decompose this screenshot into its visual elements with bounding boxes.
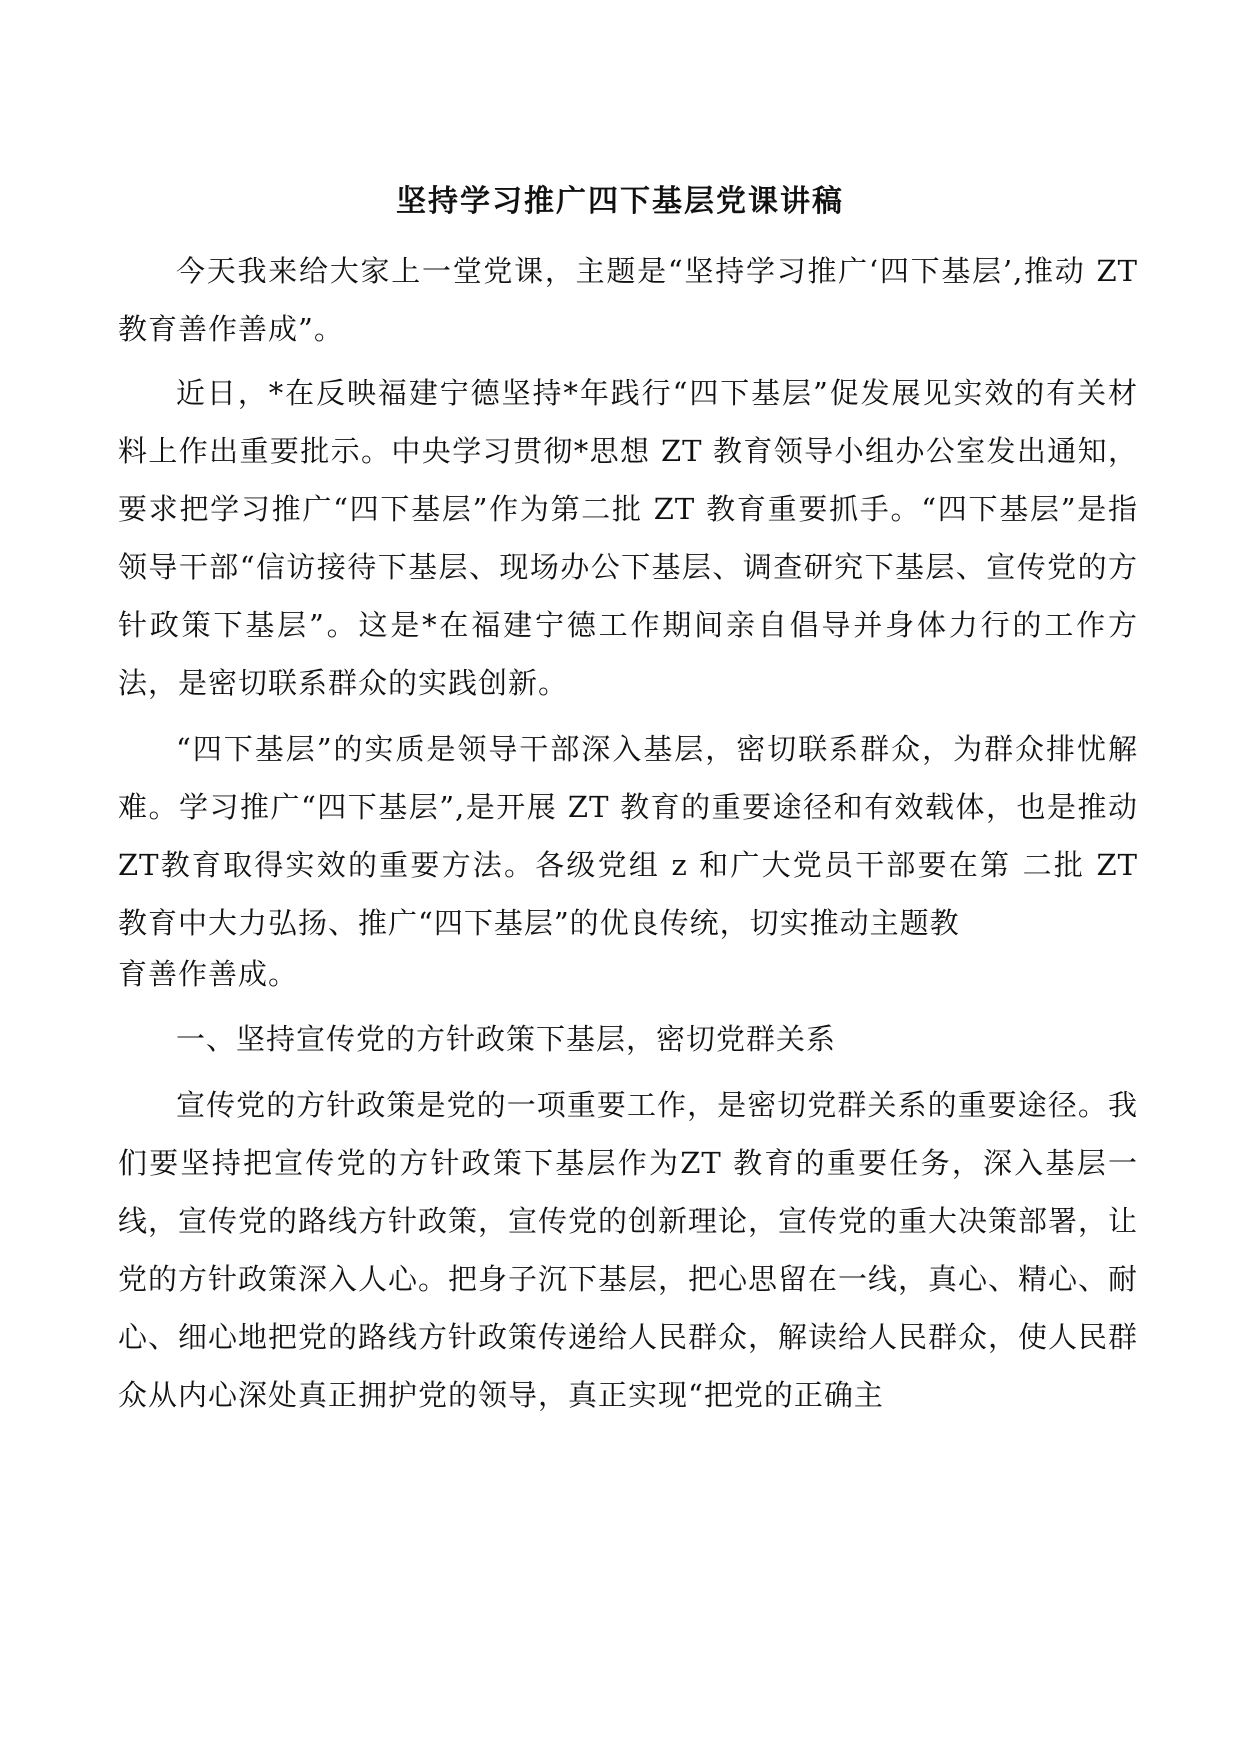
background-paragraph: 近日，*在反映福建宁德坚持*年践行“四下基层”促发展见实效的有关材料上作出重要批示。中央学习贯彻*思想 ZT 教育领导小组办公室发出通知，要求把学习推广“四下基层”作为第二批 ZT 教育重要抓手。“四下基层”是指领导干部“信访接待下基层、现场办公下基层、调查研究下基层、宣传党的方针政策下基层”。这是*在福建宁德工作期间亲自倡导并身体力行的工作方法，是密切联系群众的实践创新。 (118, 376, 1138, 700)
essence-paragraph: “四下基层”的实质是领导干部深入基层，密切联系群众，为群众排忧解难。学习推广“四下基层”,是开展 ZT 教育的重要途径和有效载体，也是推动 ZT教育取得实效的重要方法。各级党组 z 和广大党员干部要在第 二批 ZT 教育中大力弘扬、推广“四下基层”的优良传统，切实推动主题教 (118, 732, 1138, 940)
intro-paragraph: 今天我来给大家上一堂党课，主题是“坚持学习推广‘四下基层’,推动 ZT 教育善作善成”。 (118, 254, 1138, 346)
document-title: 坚持学习推广四下基层党课讲稿 (396, 184, 844, 219)
essence-paragraph-tail: 育善作善成。 (118, 957, 299, 991)
section-paragraph: 宣传党的方针政策是党的一项重要工作，是密切党群关系的重要途径。我们要坚持把宣传党的方针政策下基层作为ZT 教育的重要任务，深入基层一线，宣传党的路线方针政策，宣传党的创新理论，宣传党的重大决策部署，让党的方针政策深入人心。把身子沉下基层，把心思留在一线，真心、精心、耐心、细心地把党的路线方针政策传递给人民群众，解读给人民群众，使人民群众从内心深处真正拥护党的领导，真正实现“把党的正确主 (118, 1088, 1139, 1412)
section-heading: 一、坚持宣传党的方针政策下基层，密切党群关系 (176, 1022, 837, 1056)
document-body (118, 242, 1138, 1424)
